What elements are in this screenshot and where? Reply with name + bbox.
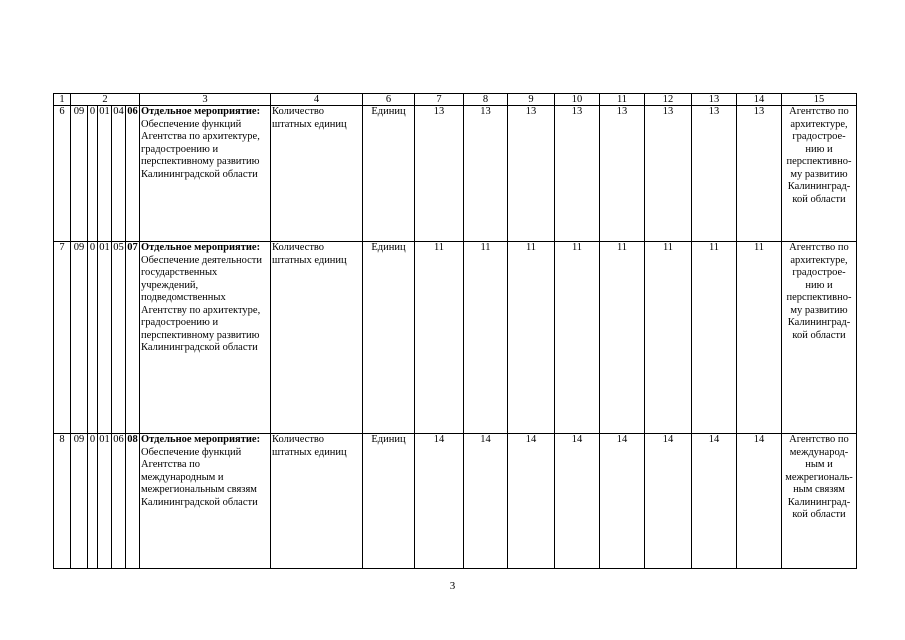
value-cell: 13 <box>645 106 692 242</box>
header-cell: 13 <box>692 94 737 106</box>
value-cell: 11 <box>600 242 645 434</box>
row-number: 6 <box>54 106 71 242</box>
table-row <box>54 242 857 434</box>
responsible: Агентство по архитектуре, градострое-нию и перспективно-му развитию Калининград-кой области <box>782 106 857 242</box>
code-event: 05 <box>112 242 126 434</box>
header-cell: 15 <box>782 94 857 106</box>
unit: Единиц <box>363 106 415 242</box>
code-program: 09 <box>71 106 88 242</box>
value-cell: 13 <box>737 106 782 242</box>
code-indicator: 06 <box>126 106 140 242</box>
value-cell: 11 <box>692 242 737 434</box>
responsible: Агентство по архитектуре, градострое-нию и перспективно-му развитию Калининград-кой области <box>782 242 857 434</box>
header-row <box>54 94 857 106</box>
code-sub: 0 <box>88 434 98 569</box>
value-cell: 13 <box>464 106 508 242</box>
page-number: 3 <box>449 580 456 592</box>
header-cell: 9 <box>508 94 555 106</box>
value-cell: 14 <box>692 434 737 569</box>
table-row <box>54 434 857 569</box>
code-sub: 0 <box>88 106 98 242</box>
value-cell: 11 <box>508 242 555 434</box>
measure-title: Отдельное мероприятие: <box>141 434 261 445</box>
indicator-name: Количество штатных единиц <box>271 106 363 242</box>
measure-title: Отдельное мероприятие: <box>141 106 261 117</box>
value-cell: 13 <box>508 106 555 242</box>
row-number: 7 <box>54 242 71 434</box>
code-event: 06 <box>112 434 126 569</box>
row-number: 8 <box>54 434 71 569</box>
value-cell: 14 <box>415 434 464 569</box>
code-indicator: 07 <box>126 242 140 434</box>
measure-name <box>140 242 271 434</box>
value-cell: 14 <box>645 434 692 569</box>
code-task: 01 <box>98 242 112 434</box>
value-cell: 11 <box>737 242 782 434</box>
value-cell: 14 <box>737 434 782 569</box>
measure-text: Обеспечение функций Агентства по международным и межрегиональным связям Калининградской области <box>141 446 258 508</box>
header-cell: 8 <box>464 94 508 106</box>
value-cell: 14 <box>508 434 555 569</box>
measure-name <box>140 106 271 242</box>
unit: Единиц <box>363 242 415 434</box>
measure-text: Обеспечение деятельности государственных учреждений, подведомственных Агентству по архитектуре, градостроению и перспективному развитию Калининградской области <box>141 254 262 353</box>
value-cell: 11 <box>645 242 692 434</box>
code-event: 04 <box>112 106 126 242</box>
value-cell: 13 <box>600 106 645 242</box>
indicator-name: Количество штатных единиц <box>271 242 363 434</box>
header-cell: 3 <box>140 94 271 106</box>
code-task: 01 <box>98 106 112 242</box>
value-cell: 14 <box>555 434 600 569</box>
code-task: 01 <box>98 434 112 569</box>
header-cell: 7 <box>415 94 464 106</box>
header-cell: 1 <box>54 94 71 106</box>
value-cell: 13 <box>415 106 464 242</box>
value-cell: 11 <box>415 242 464 434</box>
unit: Единиц <box>363 434 415 569</box>
value-cell: 11 <box>464 242 508 434</box>
value-cell: 14 <box>600 434 645 569</box>
code-sub: 0 <box>88 242 98 434</box>
value-cell: 11 <box>555 242 600 434</box>
header-cell: 14 <box>737 94 782 106</box>
header-cell: 11 <box>600 94 645 106</box>
measure-name <box>140 434 271 569</box>
responsible: Агентство по международ-ным и межрегиональ-ным связям Калининград-кой области <box>782 434 857 569</box>
header-cell: 6 <box>363 94 415 106</box>
header-cell: 12 <box>645 94 692 106</box>
code-program: 09 <box>71 242 88 434</box>
table-row <box>54 106 857 242</box>
header-cell: 2 <box>71 94 140 106</box>
header-cell: 10 <box>555 94 600 106</box>
indicator-name: Количество штатных единиц <box>271 434 363 569</box>
header-cell: 4 <box>271 94 363 106</box>
measure-title: Отдельное мероприятие: <box>141 242 261 253</box>
code-indicator: 08 <box>126 434 140 569</box>
measure-text: Обеспечение функций Агентства по архитектуре, градостроению и перспективному развитию Калининградской области <box>141 118 260 180</box>
value-cell: 13 <box>692 106 737 242</box>
value-cell: 14 <box>464 434 508 569</box>
code-program: 09 <box>71 434 88 569</box>
program-table <box>53 93 857 569</box>
value-cell: 13 <box>555 106 600 242</box>
